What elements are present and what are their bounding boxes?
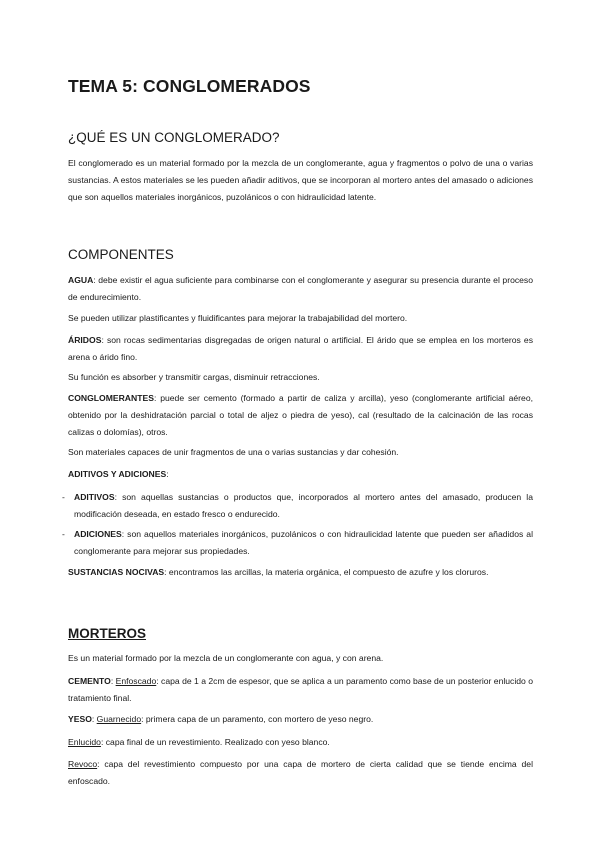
label-yeso: YESO: [68, 714, 92, 724]
cemento-colon: :: [110, 676, 116, 686]
bullet-text: [74, 526, 533, 560]
paragraph-morteros-intro: Es un material formado por la mezcla de un conglomerante con agua, y con arena.: [68, 653, 384, 663]
heading-aditivos-adiciones: [68, 466, 533, 483]
text-aridos: : son rocas sedimentarias disgregadas de origen natural o artificial. El árido que se emplea en los morteros es arena o árido fino.: [68, 335, 533, 362]
paragraph-cemento: [68, 673, 533, 707]
label-cemento: CEMENTO: [68, 676, 111, 686]
heading-morteros: MORTEROS: [68, 626, 147, 641]
label-aditivos: ADITIVOS: [74, 492, 115, 502]
text-enlucido: : capa final de un revestimiento. Realizado con yeso blanco.: [100, 737, 330, 747]
paragraph-aridos: [68, 332, 533, 366]
term-guarnecido: Guarnecido: [96, 714, 142, 724]
page-title: TEMA 5: CONGLOMERADOS: [68, 76, 311, 96]
paragraph-agua: [68, 272, 533, 306]
paragraph-definition: El conglomerado es un material formado por la mezcla de un conglomerante, agua y fragmentos o polvo de una o varias sustancias. A estos materiales se les pueden añadir aditivos, que se incorporan al mortero antes del amasado o adiciones que son aquellos materiales inorgánicos, puzolánicos o con hidraulicidad latente.: [68, 158, 533, 202]
bullet-adiciones: [62, 526, 533, 560]
aditivos-colon: :: [166, 469, 169, 479]
term-revoco: Revoco: [68, 759, 98, 769]
label-adiciones: ADICIONES: [74, 529, 122, 539]
bullet-text: [74, 489, 533, 523]
paragraph-conglomerantes: [68, 390, 533, 441]
paragraph-enlucido: [68, 734, 533, 751]
paragraph-conglomerantes-note: Son materiales capaces de unir fragmentos de una o varias sustancias y dar cohesión.: [68, 447, 399, 457]
paragraph-sustancias-nocivas: [68, 564, 533, 581]
text-adiciones: : son aquellos materiales inorgánicos, puzolánicos o con hidraulicidad latente que pueden ser añadidos al conglomerante para mejorar sus propiedades.: [74, 529, 533, 556]
text-enfoscado: : capa de 1 a 2cm de espesor, que se aplica a un paramento como base de un posterior enlucido o tratamiento final.: [68, 676, 533, 703]
term-enlucido: Enlucido: [68, 737, 101, 747]
term-enfoscado: Enfoscado: [115, 676, 157, 686]
paragraph-yeso: [68, 711, 533, 728]
text-revoco: : capa del revestimiento compuesto por una capa de mortero de cierta calidad que se tiende encima del enfoscado.: [68, 759, 533, 786]
text-aditivos: : son aquellas sustancias o productos que, incorporados al mortero antes del amasado, producen la modificación deseada, en estado fresco o endurecido.: [74, 492, 533, 519]
label-conglomerantes: CONGLOMERANTES: [68, 393, 154, 403]
paragraph-agua-note: Se pueden utilizar plastificantes y fluidificantes para mejorar la trabajabilidad del mortero.: [68, 313, 408, 323]
bullet-dash: -: [62, 529, 65, 539]
bullet-dash: -: [62, 492, 65, 502]
text-guarnecido: : primera capa de un paramento, con mortero de yeso negro.: [141, 714, 374, 724]
bullet-aditivos: [62, 489, 533, 523]
label-sustancias-nocivas: SUSTANCIAS NOCIVAS: [68, 567, 165, 577]
text-conglomerantes: : puede ser cemento (formado a partir de caliza y arcilla), yeso (conglomerante artificial aéreo, obtenido por la deshidratación parcial o total de aljez o piedra de yeso), cal (resultado de la calcinación de las rocas calizas o dolomías), otros.: [68, 393, 533, 437]
heading-what-is: ¿QUÉ ES UN CONGLOMERADO?: [68, 130, 280, 145]
label-aditivos-adiciones: ADITIVOS Y ADICIONES: [68, 469, 167, 479]
label-aridos: ÁRIDOS: [68, 335, 102, 345]
label-agua: AGUA: [68, 275, 94, 285]
paragraph-aridos-note: Su función es absorber y transmitir cargas, disminuir retracciones.: [68, 372, 320, 382]
text-agua: : debe existir el agua suficiente para combinarse con el conglomerante y asegurar su presencia durante el proceso de endurecimiento.: [68, 275, 533, 302]
paragraph-revoco: [68, 756, 533, 790]
yeso-colon: :: [91, 714, 97, 724]
heading-components: COMPONENTES: [68, 247, 174, 262]
text-sustancias-nocivas: : encontramos las arcillas, la materia orgánica, el compuesto de azufre y los cloruros.: [164, 567, 489, 577]
